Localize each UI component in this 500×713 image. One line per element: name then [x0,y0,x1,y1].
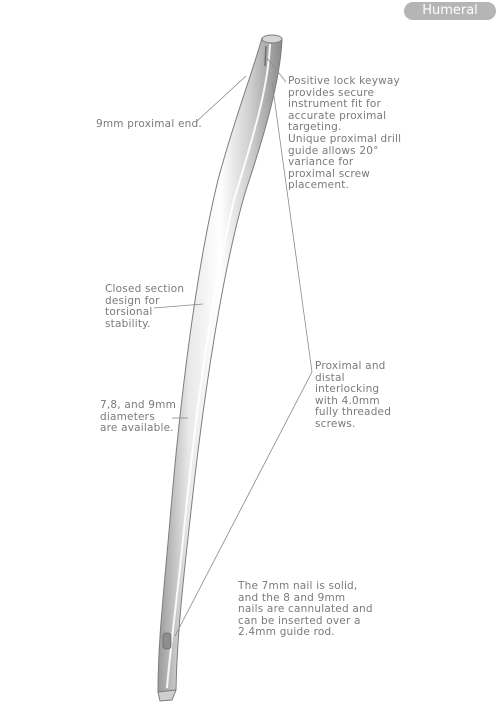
proximal-end [262,35,282,43]
annotation-diameters: 7,8, and 9mm diameters are available. [100,399,177,435]
distal-slot [163,633,171,649]
lock-keyway [265,46,266,66]
distal-tip [158,690,176,701]
annotation-cannulated: The 7mm nail is solid, and the 8 and 9mm nails are cannulated and can be inserted over a 2.4mm guide rod. [238,580,373,639]
annotation-keyway: Positive lock keyway provides secure instrument fit for accurate proximal targeting. Unique proximal drill guide allows 20° variance for proximal screw placement. [288,75,402,192]
annotation-proximal-end: 9mm proximal end. [96,118,202,130]
annotation-interlocking: Proximal and distal interlocking with 4.0mm fully threaded screws. [315,360,392,430]
humeral-badge: Humeral [404,2,496,20]
annotation-closed-section: Closed section design for torsional stability. [105,283,185,330]
